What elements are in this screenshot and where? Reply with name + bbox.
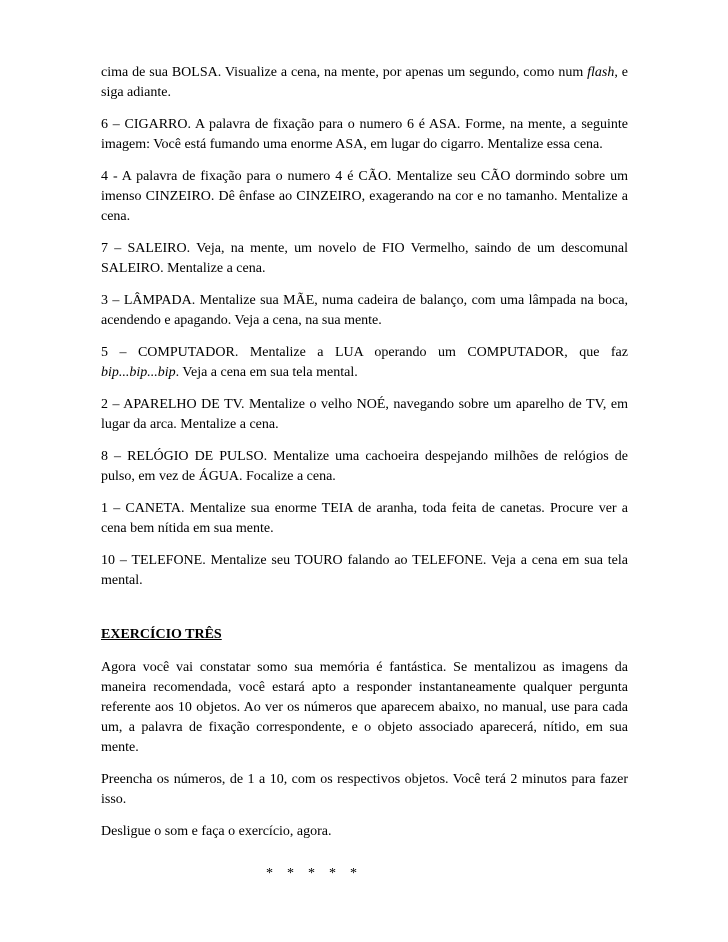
paragraph-text: 5 – COMPUTADOR. Mentalize a LUA operando um COMPUTADOR, que faz: [101, 345, 628, 360]
paragraph-saleiro: 7 – SALEIRO. Veja, na mente, um novelo de FIO Vermelho, saindo de um descomunal SALEIRO. Mentalize a cena.: [101, 241, 628, 276]
paragraph-telefone: 10 – TELEFONE. Mentalize seu TOURO falando ao TELEFONE. Veja a cena em sua tela mental.: [101, 553, 628, 588]
paragraph-lampada: 3 – LÂMPADA. Mentalize sua MÃE, numa cadeira de balanço, com uma lâmpada na boca, acendendo e apagando. Veja a cena, na sua mente.: [101, 293, 628, 328]
emphasis-text: flash: [587, 65, 615, 80]
paragraph-text: cima de sua BOLSA. Visualize a cena, na mente, por apenas um segundo, como num: [101, 65, 588, 80]
paragraph-caneta: 1 – CANETA. Mentalize sua enorme TEIA de aranha, toda feita de canetas. Procure ver a cena bem nítida em sua mente.: [101, 501, 628, 536]
paragraph-cigarro: 6 – CIGARRO. A palavra de fixação para o numero 6 é ASA. Forme, na mente, a seguinte imagem: Você está fumando uma enorme ASA, em lugar do cigarro. Mentalize essa cena.: [101, 117, 628, 152]
separator-stars: * * * * *: [266, 866, 357, 881]
paragraph-relogio: 8 – RELÓGIO DE PULSO. Mentalize uma cachoeira despejando milhões de relógios de pulso, em vez de ÁGUA. Focalize a cena.: [101, 449, 628, 484]
paragraph-fill-numbers: Preencha os números, de 1 a 10, com os respectivos objetos. Você terá 2 minutos para fazer isso.: [101, 772, 628, 807]
paragraph-text: . Veja a cena em sua tela mental.: [175, 365, 358, 380]
emphasis-text: bip...bip...bip: [101, 365, 176, 380]
paragraph-instructions: Agora você vai constatar somo sua memória é fantástica. Se mentalizou as imagens da maneira recomendada, você estará apto a responder instantaneamente qualquer pergunta referente aos 10 objetos. Ao ver os números que aparecem abaixo, no manual, use para cada um, a palavra de fixação correspondente, e o objeto associado aparecerá, nítido, em sua mente.: [101, 660, 628, 755]
paragraph-tv: 2 – APARELHO DE TV. Mentalize o velho NOÉ, navegando sobre um aparelho de TV, em lugar da arca. Mentalize a cena.: [101, 397, 628, 432]
paragraph-cao: 4 - A palavra de fixação para o numero 4 é CÃO. Mentalize seu CÃO dormindo sobre um imenso CINZEIRO. Dê ênfase ao CINZEIRO, exagerando na cor e no tamanho. Mentalize a cena.: [101, 169, 628, 224]
section-heading: EXERCÍCIO TRÊS: [101, 627, 222, 642]
paragraph-exercise-now: Desligue o som e faça o exercício, agora.: [101, 824, 332, 839]
paragraph-computador: [101, 343, 628, 383]
document-page: [101, 63, 628, 884]
paragraph-text: , e siga adiante.: [101, 65, 629, 100]
paragraph-bolsa: [101, 63, 628, 103]
